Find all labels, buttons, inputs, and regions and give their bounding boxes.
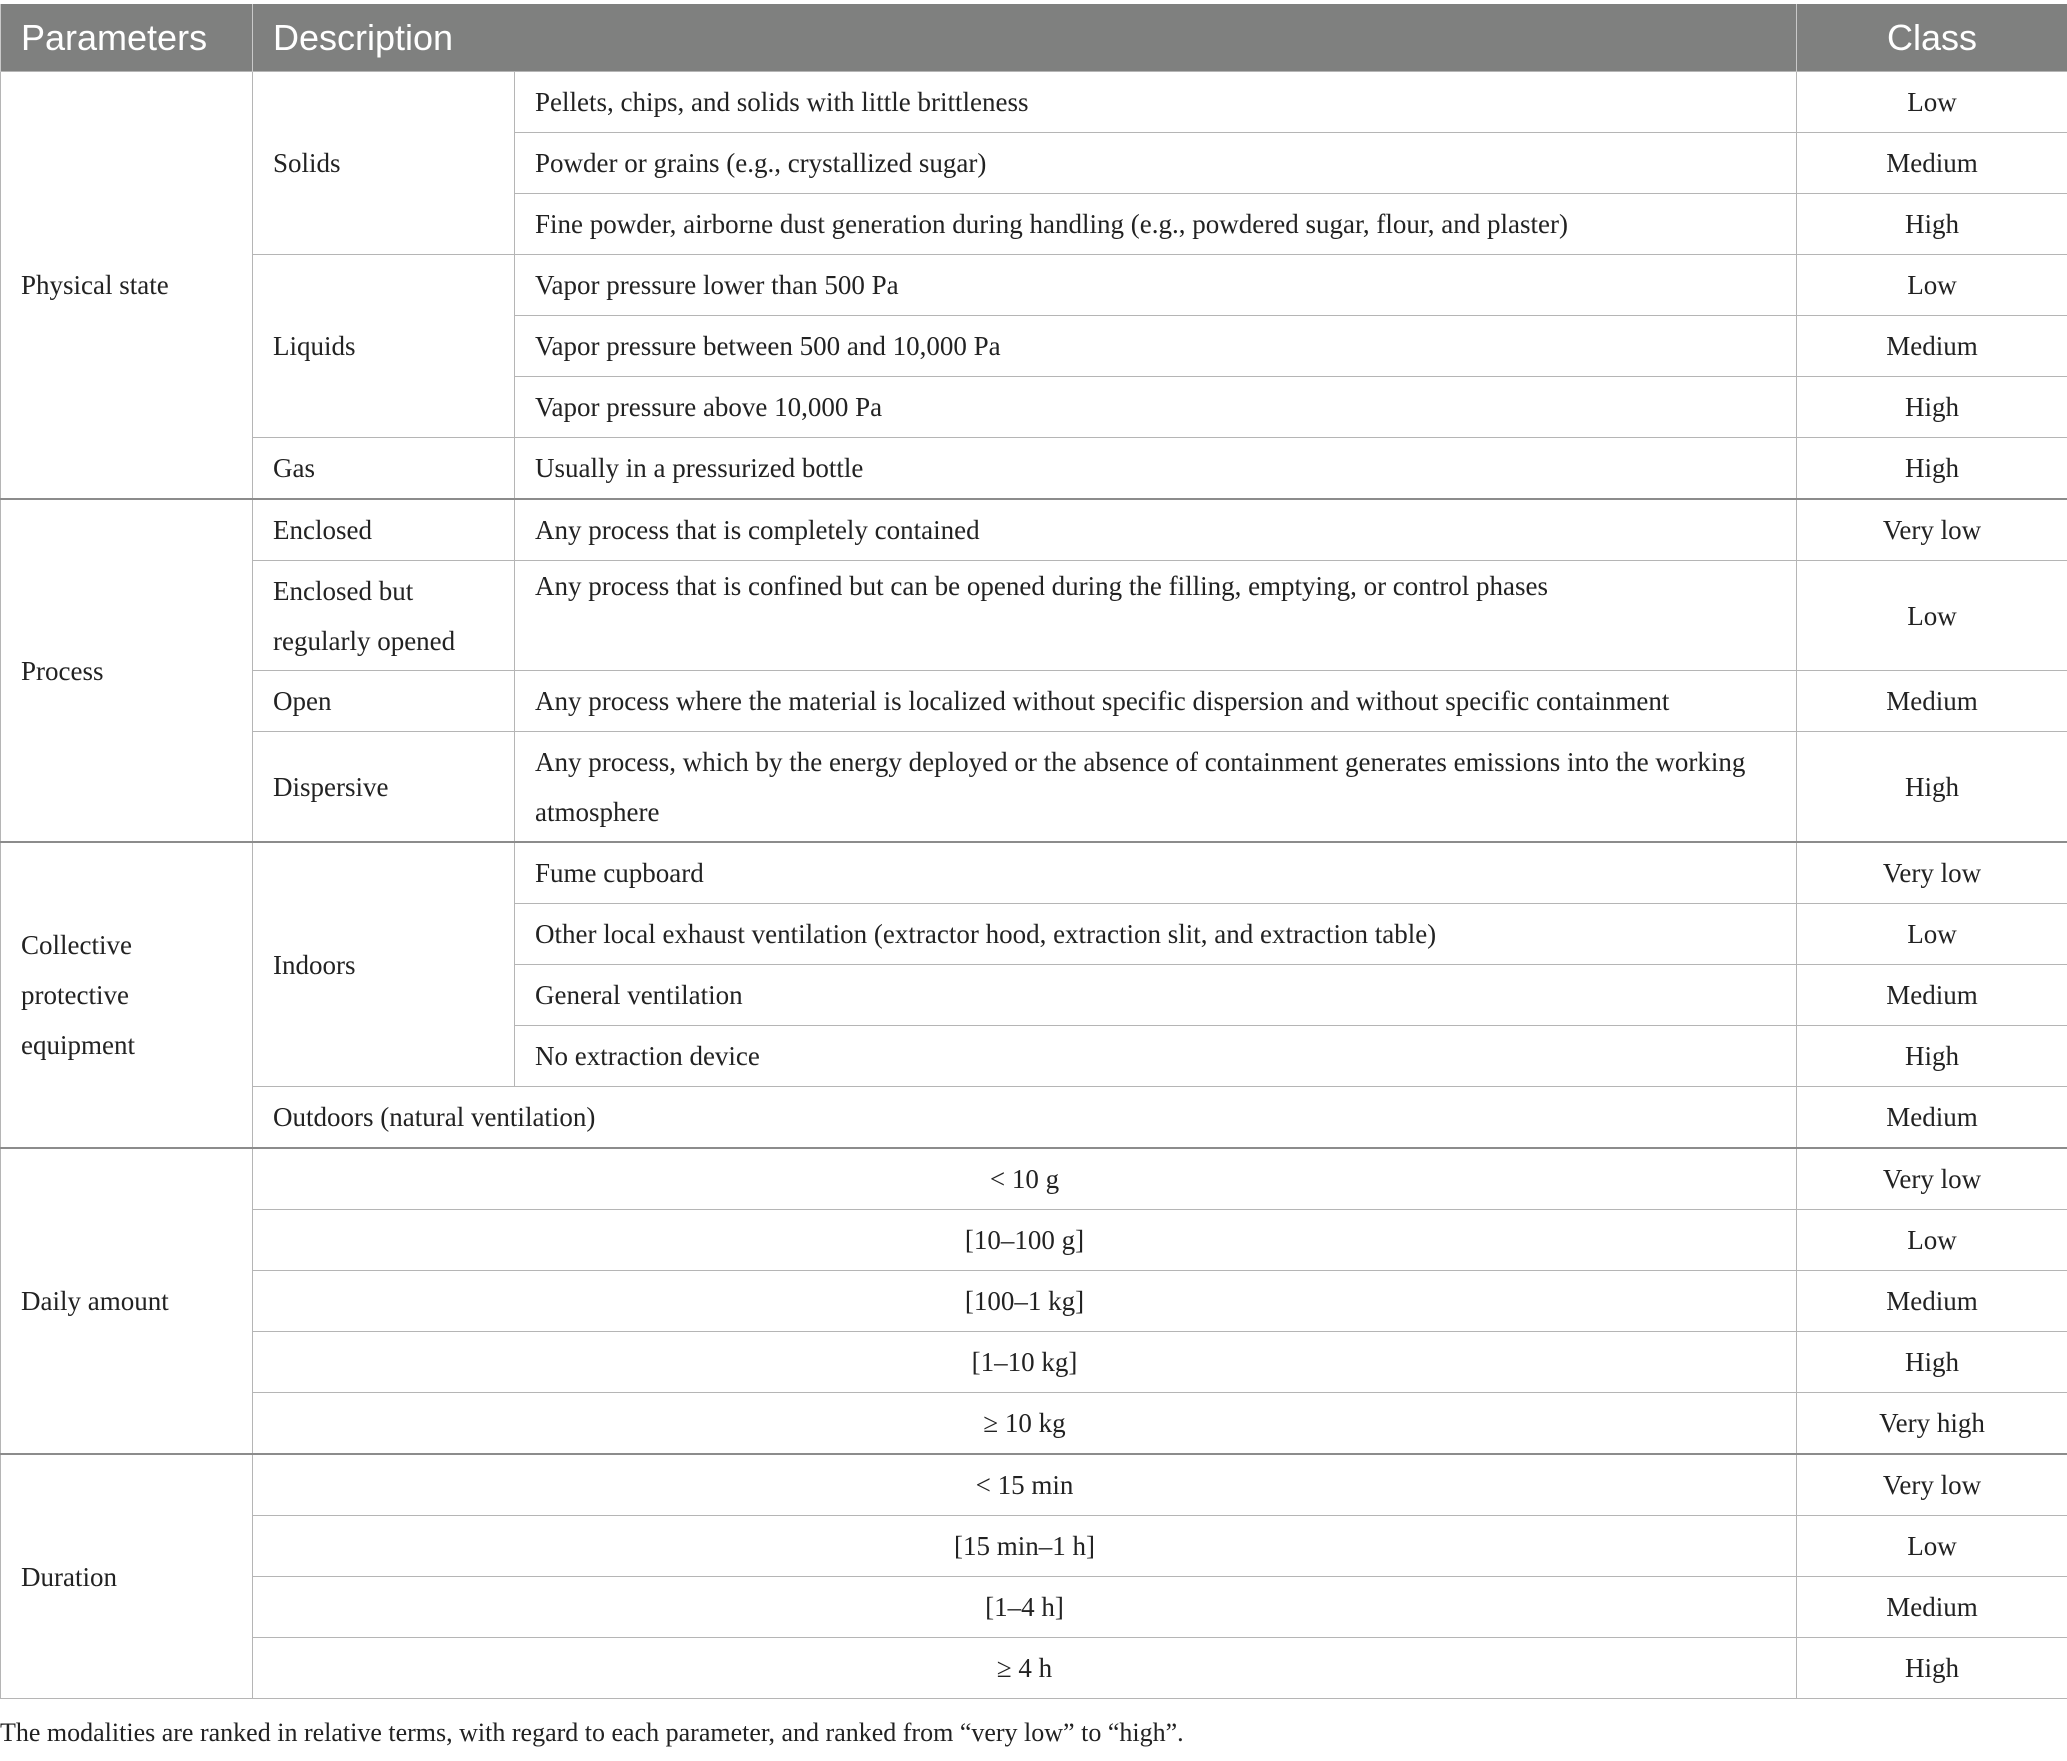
desc-cell: General ventilation — [515, 965, 1797, 1026]
class-cell: High — [1797, 1026, 2067, 1087]
class-cell: Medium — [1797, 316, 2067, 377]
param-duration: Duration — [1, 1454, 253, 1699]
desc-cell: Fume cupboard — [515, 842, 1797, 904]
table-row — [1, 1087, 2067, 1149]
class-cell: Medium — [1797, 1271, 2067, 1332]
desc-cell: Powder or grains (e.g., crystallized sugar) — [515, 133, 1797, 194]
table-row — [1, 499, 2067, 561]
param-daily-amount: Daily amount — [1, 1148, 253, 1454]
class-cell: Low — [1797, 1210, 2067, 1271]
class-cell: Low — [1797, 904, 2067, 965]
desc-cell: Any process, which by the energy deployed or the absence of containment generates emissions into the working atmosphere — [515, 732, 1797, 843]
class-cell: Low — [1797, 561, 2067, 671]
desc-cell: No extraction device — [515, 1026, 1797, 1087]
amount-range: ≥ 10 kg — [253, 1393, 1797, 1455]
class-cell: Low — [1797, 255, 2067, 316]
sub-enclosed: Enclosed — [253, 499, 515, 561]
amount-range: [100–1 kg] — [253, 1271, 1797, 1332]
table-row — [1, 671, 2067, 732]
class-cell: High — [1797, 1332, 2067, 1393]
class-cell: Very low — [1797, 1148, 2067, 1210]
sub-indoors: Indoors — [253, 842, 515, 1087]
class-cell: Low — [1797, 72, 2067, 133]
table-row — [1, 438, 2067, 500]
class-cell: Medium — [1797, 133, 2067, 194]
param-physical-state: Physical state — [1, 72, 253, 500]
class-cell: Very high — [1797, 1393, 2067, 1455]
header-description: Description — [253, 4, 1797, 72]
param-collective-protective-equipment: Collective protective equipment — [1, 842, 253, 1148]
duration-range: < 15 min — [253, 1454, 1797, 1516]
desc-cell: Any process where the material is localized without specific dispersion and without specific containment — [515, 671, 1797, 732]
class-cell: Very low — [1797, 499, 2067, 561]
table-row — [1, 842, 2067, 904]
amount-range: < 10 g — [253, 1148, 1797, 1210]
table-row — [1, 732, 2067, 843]
desc-cell: Other local exhaust ventilation (extractor hood, extraction slit, and extraction table) — [515, 904, 1797, 965]
exposure-parameters-table — [0, 4, 2067, 1699]
class-cell: High — [1797, 1638, 2067, 1699]
desc-cell: Fine powder, airborne dust generation during handling (e.g., powdered sugar, flour, and plaster) — [515, 194, 1797, 255]
desc-cell: Usually in a pressurized bottle — [515, 438, 1797, 500]
class-cell: Medium — [1797, 1087, 2067, 1149]
table-row — [1, 1393, 2067, 1455]
class-cell: High — [1797, 732, 2067, 843]
class-cell: Low — [1797, 1516, 2067, 1577]
duration-range: ≥ 4 h — [253, 1638, 1797, 1699]
class-cell: High — [1797, 438, 2067, 500]
header-class: Class — [1797, 4, 2067, 72]
table-row — [1, 1516, 2067, 1577]
document-page — [0, 4, 2067, 1699]
table-row — [1, 72, 2067, 133]
table-header — [1, 4, 2067, 72]
class-cell: Medium — [1797, 1577, 2067, 1638]
desc-cell: Pellets, chips, and solids with little brittleness — [515, 72, 1797, 133]
header-parameters: Parameters — [1, 4, 253, 72]
sub-outdoors: Outdoors (natural ventilation) — [253, 1087, 1797, 1149]
class-cell: Medium — [1797, 965, 2067, 1026]
desc-cell: Vapor pressure above 10,000 Pa — [515, 377, 1797, 438]
sub-open: Open — [253, 671, 515, 732]
class-cell: High — [1797, 194, 2067, 255]
sub-enclosed-opened: Enclosed but regularly opened — [253, 561, 515, 671]
table-row — [1, 1148, 2067, 1210]
desc-cell: Vapor pressure between 500 and 10,000 Pa — [515, 316, 1797, 377]
table-row — [1, 1638, 2067, 1699]
sub-gas: Gas — [253, 438, 515, 500]
table-row — [1, 255, 2067, 316]
sub-solids: Solids — [253, 72, 515, 255]
sub-liquids: Liquids — [253, 255, 515, 438]
class-cell: Very low — [1797, 1454, 2067, 1516]
class-cell: High — [1797, 377, 2067, 438]
amount-range: [10–100 g] — [253, 1210, 1797, 1271]
desc-cell: Vapor pressure lower than 500 Pa — [515, 255, 1797, 316]
amount-range: [1–10 kg] — [253, 1332, 1797, 1393]
table-footnote: The modalities are ranked in relative terms, with regard to each parameter, and ranked from “very low” to “high”. — [0, 1718, 1184, 1747]
desc-cell: Any process that is confined but can be opened during the filling, emptying, or control phases — [515, 561, 1797, 671]
table-row — [1, 1577, 2067, 1638]
desc-cell: Any process that is completely contained — [515, 499, 1797, 561]
sub-dispersive: Dispersive — [253, 732, 515, 843]
table-row — [1, 561, 2067, 671]
table-row — [1, 1454, 2067, 1516]
table-row — [1, 1210, 2067, 1271]
table-row — [1, 1332, 2067, 1393]
param-process: Process — [1, 499, 253, 842]
duration-range: [1–4 h] — [253, 1577, 1797, 1638]
table-row — [1, 1271, 2067, 1332]
class-cell: Very low — [1797, 842, 2067, 904]
duration-range: [15 min–1 h] — [253, 1516, 1797, 1577]
class-cell: Medium — [1797, 671, 2067, 732]
